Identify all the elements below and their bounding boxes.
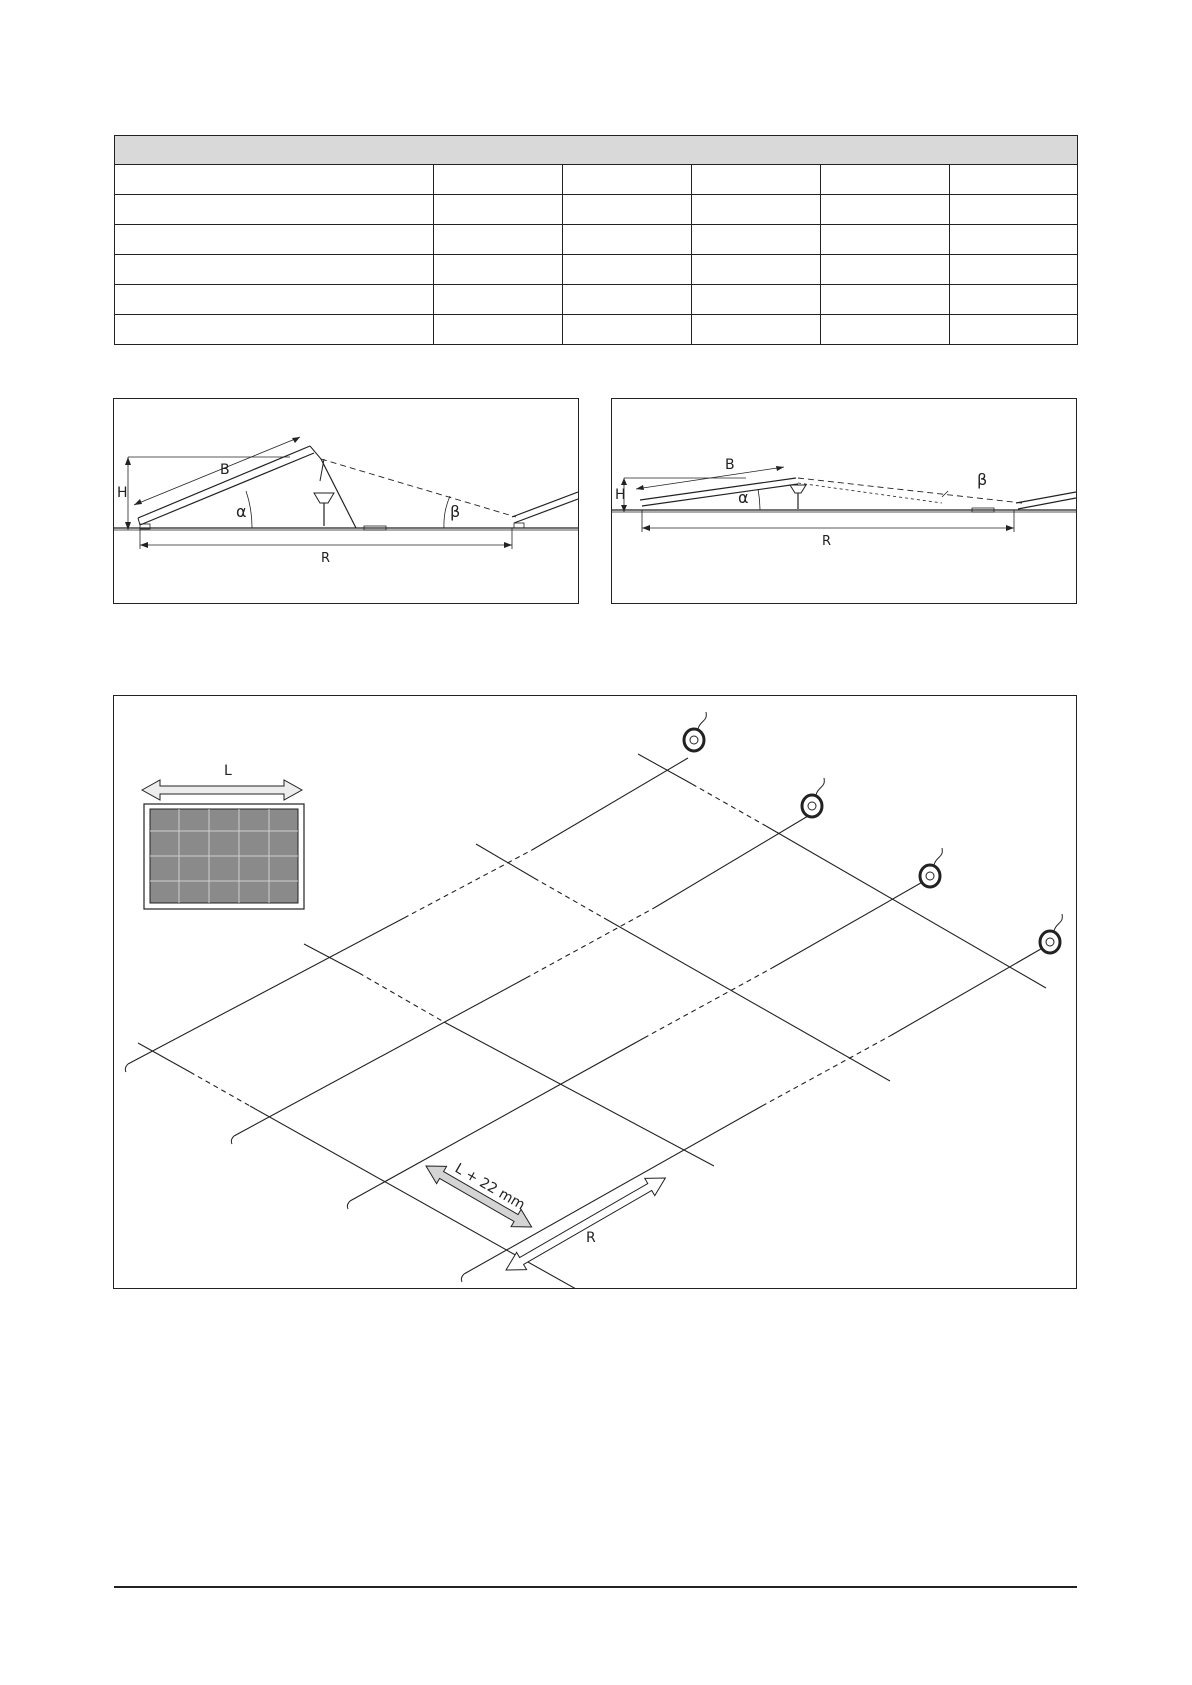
table-cell [434,255,563,285]
width-arrow [142,780,302,800]
table-cell [950,285,1078,315]
table-cell [821,285,950,315]
spec-table [114,135,1078,345]
table-cell [821,165,950,195]
cable-layout-drawing [114,696,1076,1288]
table-cell [692,315,821,345]
table-cell [563,285,692,315]
table-row [115,285,1078,315]
dim-label-r: R [321,551,331,566]
sprinkler-icon [790,485,806,509]
angle-label-beta: β [450,502,461,521]
table-header-cell [115,136,1078,165]
table-row [115,255,1078,285]
cable-spool-icon [1040,914,1062,953]
table-cell [434,195,563,225]
dim-label-l-plus-22: L + 22 mm [452,1160,528,1214]
table-cell [115,255,434,285]
dim-label-h: H [615,487,626,503]
table-row [115,165,1078,195]
angle-label-alpha: α [236,502,247,521]
sprinkler-icon [314,459,334,526]
figure-steep-layout [113,398,579,604]
table-row [115,225,1078,255]
figure-shallow-layout [611,398,1077,604]
dim-label-r: R [586,1230,596,1246]
cable-spool-icon [920,848,942,887]
table-row [115,315,1078,345]
table-cell [563,315,692,345]
table-cell [434,165,563,195]
angle-label-alpha: α [738,488,749,507]
table-cell [434,315,563,345]
table-cell [115,315,434,345]
dim-label-l: L [224,763,232,779]
table-cell [692,195,821,225]
cable-spool-icon [684,712,706,751]
dim-label-h: H [117,485,128,501]
footer-rule [114,1586,1077,1588]
table-cell [434,285,563,315]
table-cell [950,165,1078,195]
table-cell [692,285,821,315]
table-cell [563,195,692,225]
table-cell [434,225,563,255]
table-cell [563,165,692,195]
table-cell [563,225,692,255]
table-cell [821,255,950,285]
table-cell [692,255,821,285]
table-row [115,195,1078,225]
table-cell [950,255,1078,285]
table-cell [563,255,692,285]
table-cell [692,165,821,195]
angle-label-beta: β [977,470,988,489]
table-header-row [115,136,1078,165]
table-cell [692,225,821,255]
table-cell [115,165,434,195]
table-cell [115,285,434,315]
table-cell [115,225,434,255]
shallow-layout-drawing [612,399,1076,603]
cable-spool-icon [802,778,824,817]
table-cell [821,315,950,345]
steep-layout-drawing [114,399,578,603]
table-cell [821,195,950,225]
table-cell [950,195,1078,225]
solar-panel-icon [144,804,304,909]
dim-label-r: R [822,534,832,549]
table-cell [950,315,1078,345]
table-cell [821,225,950,255]
table-cell [115,195,434,225]
figure-cable-layout [113,695,1077,1289]
table-cell [950,225,1078,255]
dim-label-b: B [725,457,735,473]
dim-label-b: B [220,462,230,478]
